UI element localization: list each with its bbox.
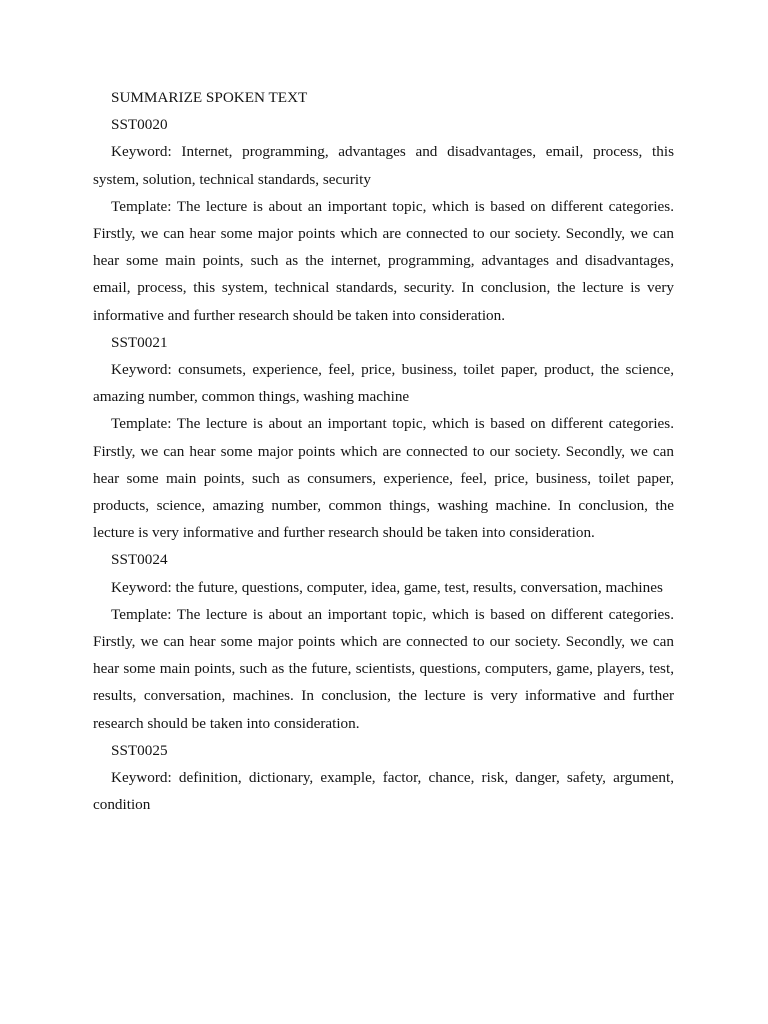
- section-keyword: Keyword: definition, dictionary, example, factor, chance, risk, danger, safety, argument, condition: [93, 769, 674, 814]
- section-keyword: Keyword: the future, questions, computer, idea, game, test, results, conversation, machines: [111, 578, 663, 596]
- section-id: SST0024: [111, 551, 168, 569]
- section-id: SST0020: [111, 116, 168, 134]
- section-template: Template: The lecture is about an important topic, which is based on different categories. Firstly, we can hear some major points which are connected to our society. Secondly, we can hear some main points, such as the internet, programming, advantages and disadvantages, email, process, this system, technical standards, security. In conclusion, the lecture is very informative and further research should be taken into consideration.: [93, 197, 674, 324]
- section-keyword: Keyword: consumets, experience, feel, price, business, toilet paper, product, the science, amazing number, common things, washing machine: [93, 361, 674, 406]
- section-template: Template: The lecture is about an important topic, which is based on different categories. Firstly, we can hear some major points which are connected to our society. Secondly, we can hear some main points, such as the future, scientists, questions, computers, game, players, test, results, conversation, machines. In conclusion, the lecture is very informative and further research should be taken into consideration.: [93, 605, 674, 732]
- section-template: Template: The lecture is about an important topic, which is based on different categories. Firstly, we can hear some major points which are connected to our society. Secondly, we can hear some main points, such as consumers, experience, feel, price, business, toilet paper, products, science, amazing number, common things, washing machine. In conclusion, the lecture is very informative and further research should be taken into consideration.: [93, 415, 674, 542]
- section-keyword: Keyword: Internet, programming, advantages and disadvantages, email, process, this system, solution, technical standards, security: [93, 143, 674, 188]
- section-id: SST0025: [111, 741, 168, 759]
- document-page: [93, 84, 674, 818]
- document-heading: SUMMARIZE SPOKEN TEXT: [111, 89, 308, 106]
- section-id: SST0021: [111, 333, 168, 351]
